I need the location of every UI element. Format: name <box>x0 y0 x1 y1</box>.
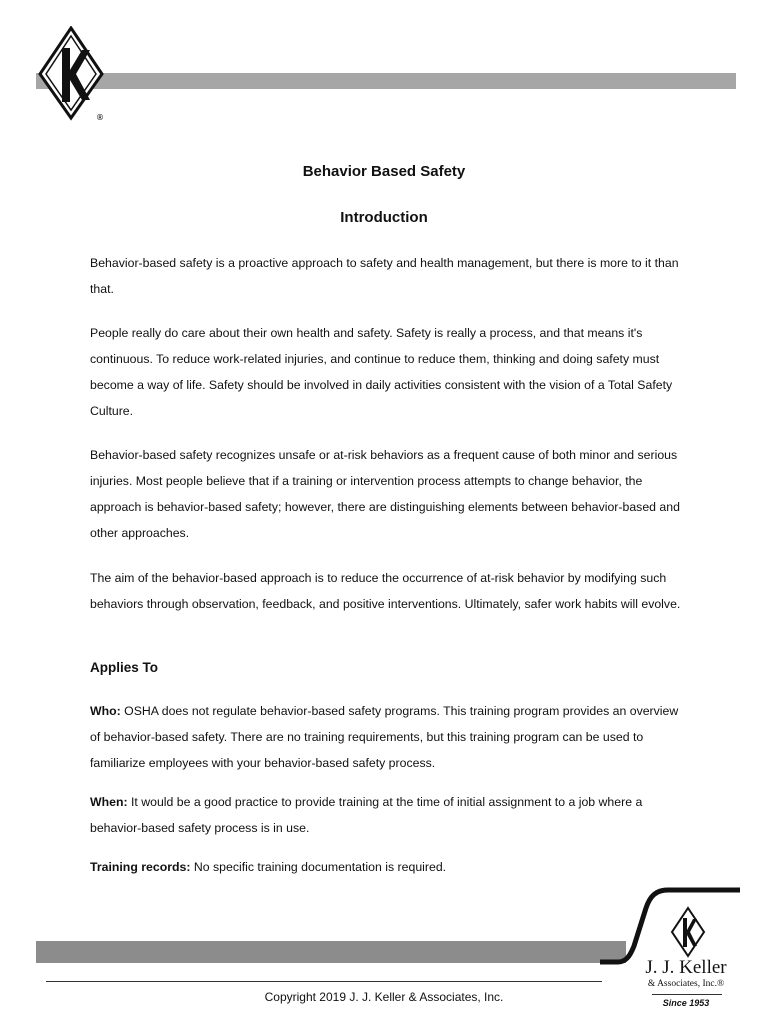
applies-to-heading: Applies To <box>90 660 159 675</box>
section-title-introduction: Introduction <box>340 209 428 226</box>
paragraph-2: People really do care about their own health and safety. Safety is really a process, and that means it's continuous. To reduce work-related injuries, and continue to reduce them, thinking and doing safety must become a way of life. Safety should be involved in daily activities consistent with the vision of a Total Safety Culture. <box>90 326 673 418</box>
paragraph-4: The aim of the behavior-based approach is to reduce the occurrence of at-risk behavior by modifying such behaviors through observation, feedback, and positive interventions. Ultimately, safer work habits will evolve. <box>90 571 681 611</box>
brand-rule <box>652 994 722 995</box>
when-text: It would be a good practice to provide training at the time of initial assignment to a job where a behavior-based safety process is in use. <box>90 795 643 835</box>
who-text: OSHA does not regulate behavior-based safety programs. This training program provides an overview of behavior-based safety. There are no training requirements, but this training program can be used to familiarize employees with your behavior-based safety process. <box>90 704 679 770</box>
jj-keller-small-k-icon <box>670 906 706 958</box>
copyright-text: Copyright 2019 J. J. Keller & Associates, Inc. <box>264 990 504 1004</box>
when-paragraph <box>90 789 690 841</box>
brand-since: Since 1953 <box>662 998 710 1008</box>
registered-mark: ® <box>96 113 104 122</box>
training-records-text: No specific training documentation is required. <box>190 860 447 874</box>
paragraph-1: Behavior-based safety is a proactive approach to safety and health management, but there is more to it than that. <box>90 256 679 296</box>
document-title: Behavior Based Safety <box>302 163 466 180</box>
who-label: Who: <box>90 704 121 718</box>
training-records-paragraph <box>90 854 690 880</box>
when-label: When: <box>90 795 128 809</box>
footer-bar <box>36 941 626 963</box>
paragraph-3: Behavior-based safety recognizes unsafe or at-risk behaviors as a frequent cause of both minor and serious injuries. Most people believe that if a training or intervention process attempts to change behavior, the approach is behavior-based safety; however, there are distinguishing elements between behavior-based and other approaches. <box>90 448 680 540</box>
training-records-label: Training records: <box>90 860 191 874</box>
footer-rule <box>46 981 602 982</box>
brand-subtitle: & Associates, Inc.® <box>647 979 725 989</box>
header-bar <box>36 73 736 89</box>
jj-keller-k-diamond-icon <box>36 26 106 122</box>
who-paragraph <box>90 698 690 776</box>
brand-name: J. J. Keller <box>645 957 727 978</box>
